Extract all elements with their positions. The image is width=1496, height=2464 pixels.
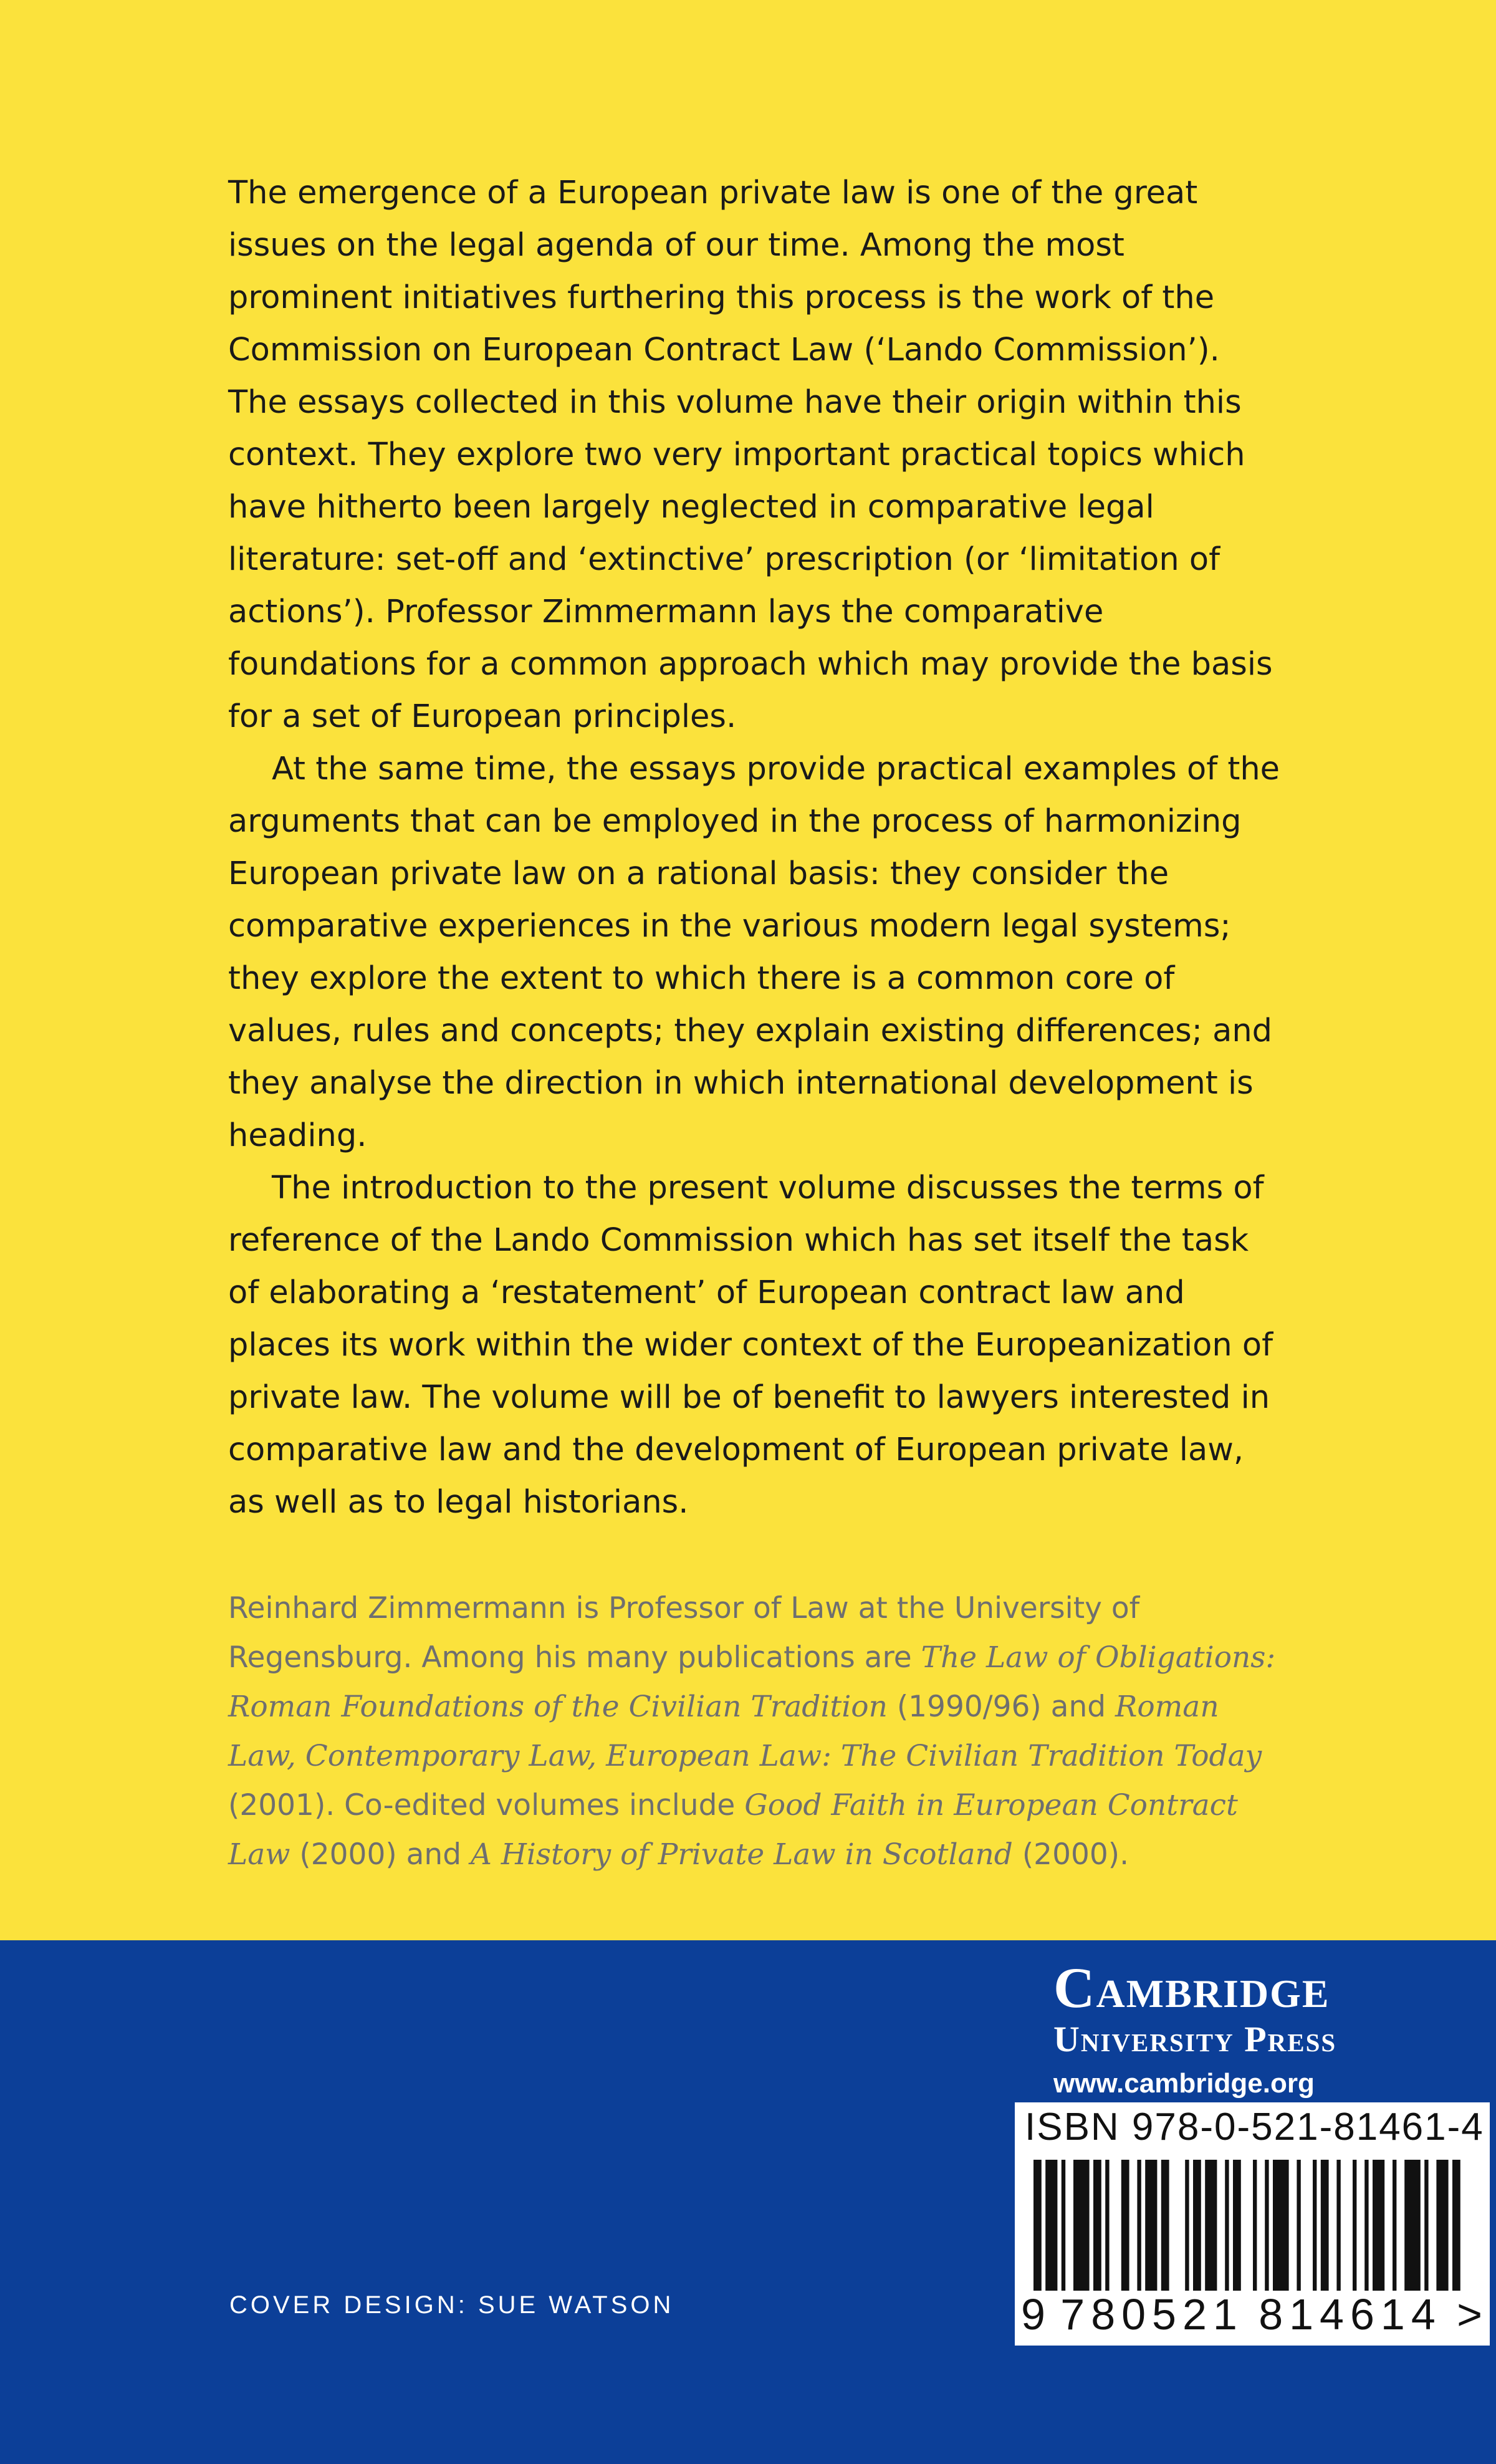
- barcode-bar: [1253, 2160, 1257, 2291]
- ean-marker: >: [1457, 2290, 1482, 2339]
- bio-book-title-1: The Law of Obligations: Roman Foundations of the Civilian Tradition: [228, 1640, 1276, 1724]
- bio-book-title-4: A History of Private Law in Scotland: [471, 1837, 1013, 1872]
- ean-left-group: 780521: [1060, 2290, 1244, 2339]
- barcode-bar: [1297, 2160, 1300, 2291]
- barcode-bar: [1185, 2160, 1189, 2291]
- ean-first-digit: 9: [1021, 2290, 1045, 2339]
- barcode-bar: [1205, 2160, 1217, 2291]
- barcode-bar: [1073, 2160, 1090, 2291]
- barcode-bar: [1452, 2160, 1460, 2291]
- isbn-label: ISBN 978-0-521-81461-4: [1025, 2105, 1484, 2149]
- barcode-bar: [1045, 2160, 1057, 2291]
- barcode-bar: [1321, 2160, 1329, 2291]
- barcode-bar: [1105, 2160, 1109, 2291]
- barcode-bar: [1233, 2160, 1241, 2291]
- blurb-paragraph-3: The introduction to the present volume discusses the terms of reference of the Lando Commission which has set itself the task of elaborating a ‘restatement’ of European contract law and places its work within the wider context of the Europeanization of private law. The volume will be of benefit to lawyers interested in comparative law and the development of European private law, as well as to legal historians.: [228, 1170, 1273, 1521]
- barcode-bar: [1265, 2160, 1268, 2291]
- barcode-bars: [1033, 2160, 1470, 2297]
- bio-text-4: (2000) and: [290, 1837, 471, 1872]
- barcode-bar: [1313, 2160, 1316, 2291]
- bio-book-title-2: Roman Law, Contemporary Law, European Law: The Civilian Tradition Today: [228, 1690, 1262, 1773]
- barcode-bar: [1033, 2160, 1042, 2291]
- barcode-bar: [1336, 2160, 1340, 2291]
- blurb-paragraph-1: The emergence of a European private law is one of the great issues on the legal agenda of our time. Among the most prominent initiatives furthering this process is the work of the Commission on European Contract Law (‘Lando Commission’). The essays collected in this volume have their origin within this context. They explore two very important practical topics which have hitherto been largely neglected in comparative legal literature: set-off and ‘extinctive’ prescription (or ‘limitation of actions’). Professor Zimmermann lays the comparative foundations for a common approach which may provide the basis for a set of European principles.: [228, 175, 1273, 735]
- barcode-bar: [1121, 2160, 1129, 2291]
- publisher-name-text: Cambridge: [1053, 1956, 1330, 2019]
- barcode-bar: [1373, 2160, 1384, 2291]
- barcode-bar: [1193, 2160, 1201, 2291]
- publisher-subtitle: [1053, 2019, 1484, 2060]
- publisher-url[interactable]: www.cambridge.org: [1053, 2068, 1315, 2099]
- barcode-bar: [1137, 2160, 1141, 2291]
- barcode-bar: [1436, 2160, 1448, 2291]
- publisher-logo: [1053, 1956, 1484, 2104]
- barcode-bar: [1161, 2160, 1169, 2291]
- barcode-bar: [1093, 2160, 1101, 2291]
- isbn-barcode: [1015, 2102, 1490, 2346]
- barcode-bar: [1364, 2160, 1368, 2291]
- barcode-bar: [1225, 2160, 1229, 2291]
- bio-text-2: (1990/96) and: [887, 1690, 1116, 1724]
- blurb-paragraph-2: At the same time, the essays provide practical examples of the arguments that can be employed in the process of harmonizing European private law on a rational basis: they consider the comparative experiences in the various modern legal systems; they explore the extent to which there is a common core of values, rules and concepts; they explain existing differences; and they analyse the direction in which international development is heading.: [228, 751, 1280, 1154]
- ean-digits: [1021, 2289, 1482, 2339]
- barcode-bar: [1424, 2160, 1428, 2291]
- cover-design-credit: COVER DESIGN: SUE WATSON: [229, 2291, 674, 2319]
- blurb-text: [228, 167, 1282, 1529]
- barcode-bar: [1404, 2160, 1421, 2291]
- bio-text-3: (2001). Co-edited volumes include: [228, 1788, 745, 1822]
- barcode-bar: [1145, 2160, 1157, 2291]
- ean-right-group: 814614: [1259, 2290, 1442, 2339]
- barcode-bar: [1273, 2160, 1289, 2291]
- publisher-subtitle-text: University Press: [1053, 2019, 1337, 2059]
- bio-text-5: (2000).: [1012, 1837, 1129, 1872]
- barcode-bar: [1353, 2160, 1356, 2291]
- barcode-bar: [1062, 2160, 1065, 2291]
- publisher-name: [1053, 1956, 1484, 2019]
- author-bio: [228, 1584, 1282, 1879]
- barcode-bar: [1393, 2160, 1396, 2291]
- bio-book-title-3: Good Faith in European Contract Law: [228, 1788, 1238, 1872]
- bio-text-1: Reinhard Zimmermann is Professor of Law at the University of Regensburg. Among his many publications are: [228, 1591, 1140, 1675]
